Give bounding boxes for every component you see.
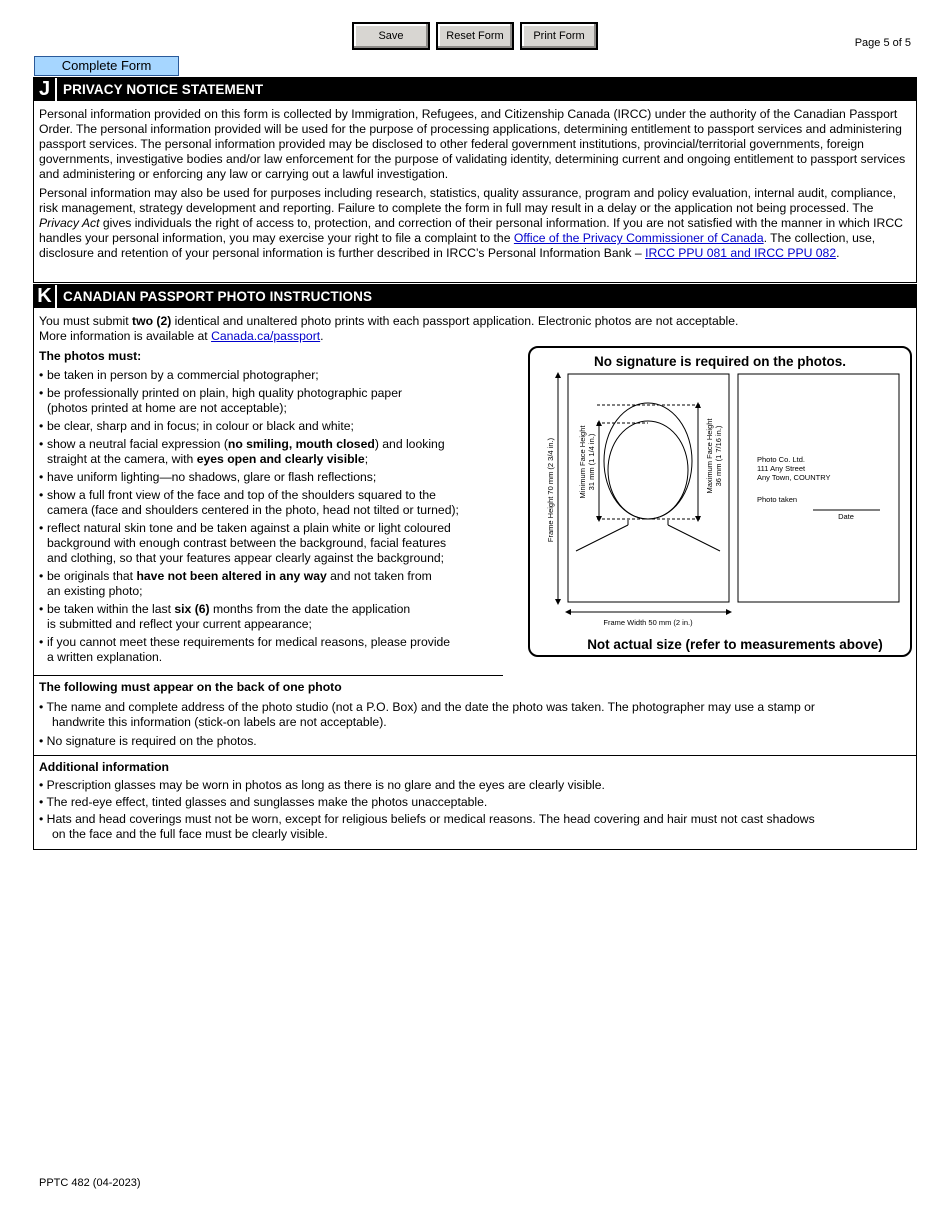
privacy-paragraph-1: Personal information provided on this form is collected by Immigration, Refugees, and Citizenship Canada (IRCC) under the authority of the Canadian Passport Order. The personal information provided will be used for the purpose of processing applications, determining entitlement to passport services and administering passport services. The personal information provided may be disclosed to other federal government institutions, provincial/territorial governments, foreign governments, investigative bodies and/or law enforcement for the purpose of validating identity, determining current and ongoing entitlement to passport services and administering or enforcing any law or carrying out a lawful investigation. <box>39 107 906 181</box>
min-face-oval <box>608 421 688 519</box>
list-item: • be originals that have not been altered in any way and not taken from an existing photo; <box>39 569 499 599</box>
studio-name: Photo Co. Ltd. <box>757 455 805 464</box>
back-of-photo-title: The following must appear on the back of one photo <box>39 680 342 694</box>
list-item: • be taken in person by a commercial photographer; <box>39 368 499 383</box>
photo-taken-label: Photo taken <box>757 495 798 504</box>
max-face-label-2: 36 mm (1 7/16 in.) <box>714 425 723 487</box>
min-face-label-2: 31 mm (1 1/4 in.) <box>587 433 596 491</box>
photo-measurement-drawing <box>530 348 910 655</box>
list-item: • be professionally printed on plain, high quality photographic paper (photos printed at home are not acceptable); <box>39 386 499 416</box>
photo-back-frame <box>738 374 899 602</box>
studio-town: Any Town, COUNTRY <box>757 473 831 482</box>
ircc-ppu-link[interactable]: IRCC PPU 081 and IRCC PPU 082 <box>645 246 837 260</box>
photo-diagram <box>528 346 912 657</box>
section-k-header <box>34 285 916 308</box>
list-item: • show a neutral facial expression (no smiling, mouth closed) and looking straight at the camera, with eyes open and clearly visible; <box>39 437 499 467</box>
form-toolbar <box>352 22 598 50</box>
frame-height-label: Frame Height 70 mm (2 3/4 in.) <box>546 437 555 543</box>
date-label: Date <box>838 512 854 521</box>
frame-width-label: Frame Width 50 mm (2 in.) <box>603 618 693 627</box>
list-item: • if you cannot meet these requirements for medical reasons, please provide a written explanation. <box>39 635 499 665</box>
print-form-button[interactable]: Print Form <box>520 22 598 50</box>
additional-information-section <box>34 755 916 844</box>
list-item: • The name and complete address of the photo studio (not a P.O. Box) and the date the photo was taken. The photographer may use a stamp or handwrite this information (stick-on labels are not acceptable). <box>39 700 815 729</box>
photo-intro: You must submit two (2) identical and unaltered photo prints with each passport application. Electronic photos are not acceptable. More information is available at Canada.ca/passport. <box>39 314 739 343</box>
list-item: • have uniform lighting—no shadows, glare or flash reflections; <box>39 470 499 485</box>
max-face-label-1: Maximum Face Height <box>705 418 714 494</box>
photo-requirements <box>39 349 499 668</box>
section-k-photo-instructions <box>33 284 917 850</box>
section-j-header <box>34 78 916 101</box>
list-item: • No signature is required on the photos. <box>39 734 257 748</box>
list-item: • The red-eye effect, tinted glasses and sunglasses make the photos unacceptable. <box>39 795 488 809</box>
requirements-title: The photos must: <box>39 349 142 363</box>
min-face-label-1: Minimum Face Height <box>578 425 587 499</box>
section-letter: K <box>34 285 57 308</box>
complete-form-button[interactable]: Complete Form <box>34 56 179 76</box>
list-item: • be clear, sharp and in focus; in colour or black and white; <box>39 419 499 434</box>
page-number: Page 5 of 5 <box>854 37 911 49</box>
list-item: • reflect natural skin tone and be taken against a plain white or light coloured background with enough contrast between the background, facial features and clothing, so that your features appear clearly against the background; <box>39 521 499 566</box>
save-button[interactable]: Save <box>352 22 430 50</box>
diagram-bottom-caption: Not actual size (refer to measurements above) <box>587 637 883 652</box>
list-item: • Prescription glasses may be worn in photos as long as there is no glare and the eyes are clearly visible. <box>39 778 605 792</box>
additional-information-title: Additional information <box>39 760 169 774</box>
list-item: • show a full front view of the face and top of the shoulders squared to the camera (face and shoulders centered in the photo, head not tilted or turned); <box>39 488 499 518</box>
left-shoulder <box>576 525 628 551</box>
privacy-paragraph-2: Personal information may also be used for purposes including research, statistics, quality assurance, program and policy evaluation, internal audit, compliance, risk management, strategy development and reporting. Failure to complete the form in full may result in a delay or the application not being processed. The Privacy Act gives individuals the right of access to, protection, and correction of their personal information. If you are not satisfied with the manner in which IRCC handles your personal information, you may exercise your right to file a complaint to the Office of the Privacy Commissioner of Canada. The collection, use, disclosure and retention of your personal information is further described in IRCC’s Personal Information Bank – IRCC PPU 081 and IRCC PPU 082. <box>39 186 903 260</box>
divider <box>34 675 503 676</box>
right-shoulder <box>668 525 720 551</box>
reset-form-button[interactable]: Reset Form <box>436 22 514 50</box>
privacy-commissioner-link[interactable]: Office of the Privacy Commissioner of Canada <box>513 231 764 245</box>
section-j-privacy-notice <box>33 77 917 283</box>
back-of-photo-section <box>39 680 899 751</box>
studio-street: 111 Any Street <box>757 464 806 473</box>
section-title: PRIVACY NOTICE STATEMENT <box>63 82 264 97</box>
form-code: PPTC 482 (04-2023) <box>39 1177 141 1189</box>
section-letter: J <box>34 78 57 101</box>
list-item: • Hats and head coverings must not be worn, except for religious beliefs or medical reasons. The head covering and hair must not cast shadows on the face and the full face must be clearly visible. <box>39 812 815 841</box>
diagram-top-caption: No signature is required on the photos. <box>593 354 847 369</box>
list-item: • be taken within the last six (6) months from the date the application is submitted and reflect your current appearance; <box>39 602 499 632</box>
canada-passport-link[interactable]: Canada.ca/passport <box>211 328 321 343</box>
section-title: CANADIAN PASSPORT PHOTO INSTRUCTIONS <box>63 289 373 304</box>
